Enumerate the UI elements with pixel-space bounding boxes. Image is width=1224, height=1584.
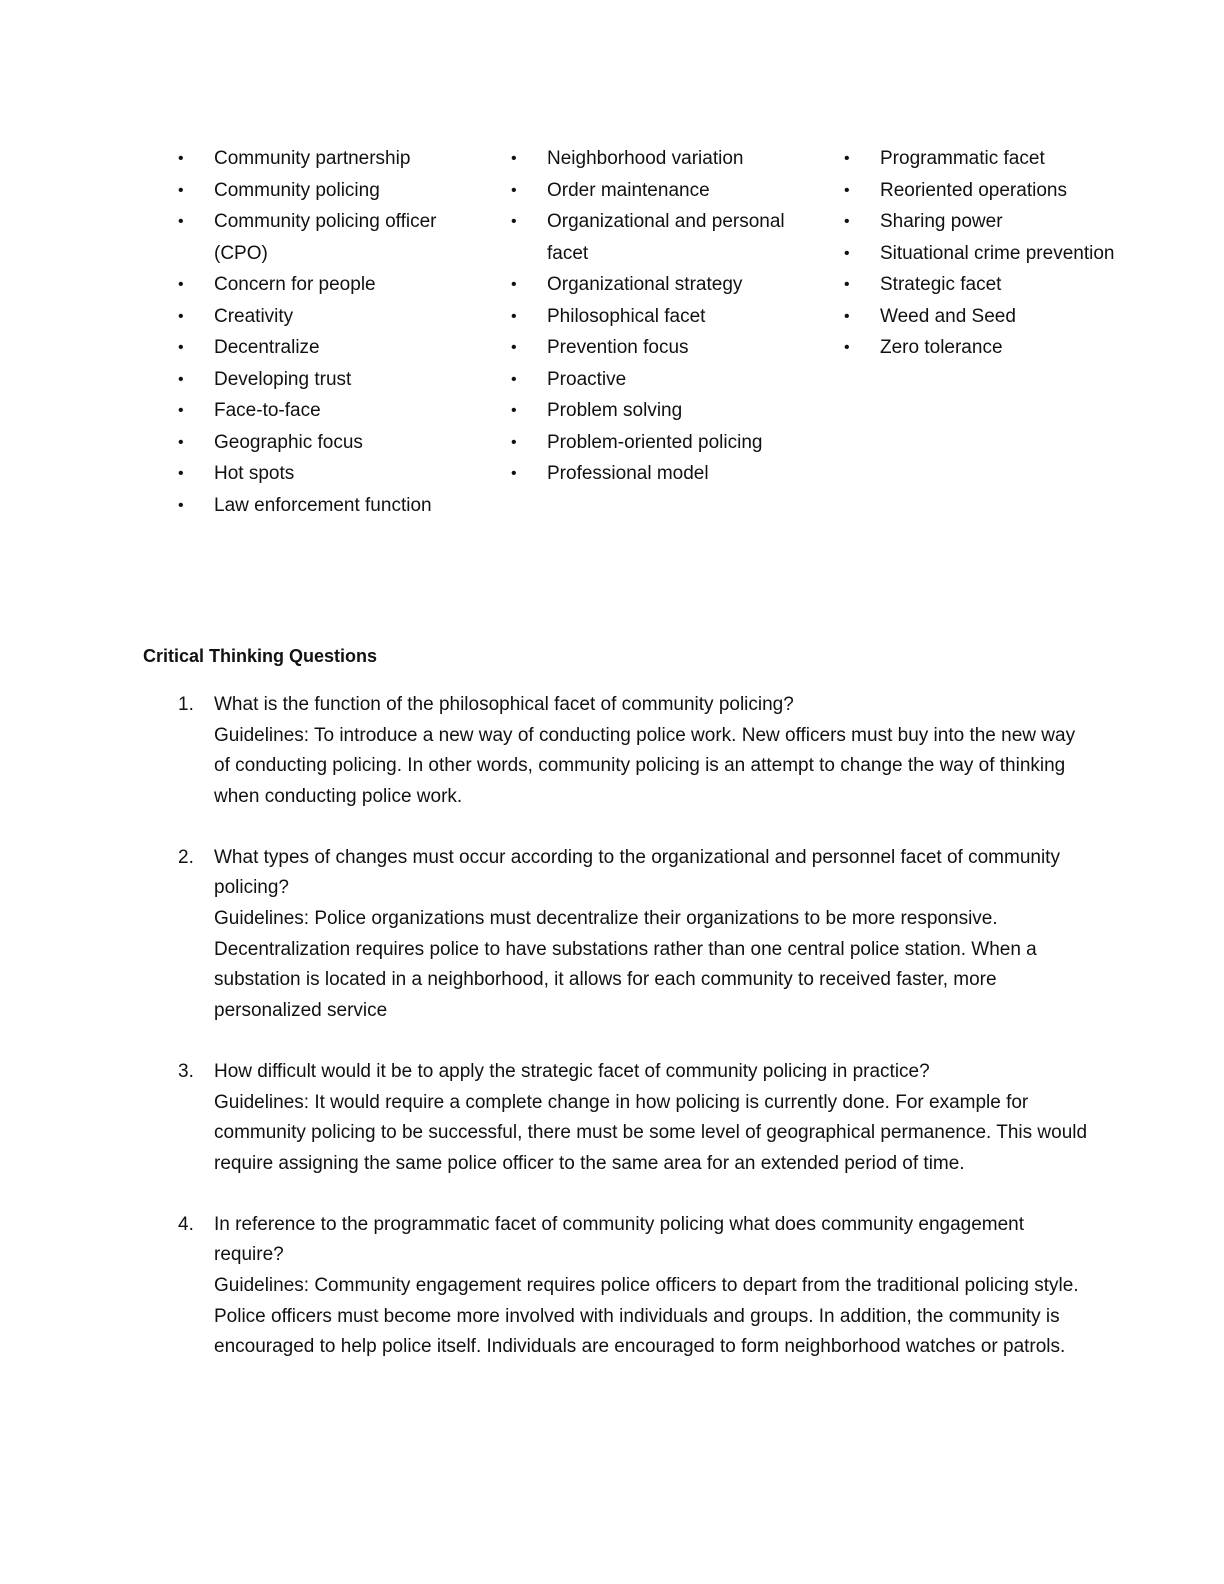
bullet-icon: • [178, 370, 184, 388]
list-item [505, 364, 805, 396]
list-item [838, 238, 1138, 270]
key-term: Face-to-face [214, 400, 321, 421]
key-term: Organizational and personal facet [547, 211, 785, 264]
bullet-icon: • [511, 433, 517, 451]
list-item [172, 143, 472, 175]
guidelines-text: Guidelines: It would require a complete change in how policing is currently done. For example for community policing to be successful, there must be some level of geographical permanence. This would require assigning the same police officer to the same area for an extended period of time. [214, 1091, 1088, 1174]
bullet-icon: • [178, 181, 184, 199]
key-term: Creativity [214, 305, 294, 327]
key-term: Community policing officer (CPO) [214, 211, 437, 264]
question-item [172, 1057, 1092, 1179]
key-term: Zero tolerance [880, 337, 1003, 358]
question-item [172, 690, 1092, 812]
question-number: 1. [178, 694, 194, 715]
key-terms-column-3 [838, 143, 1138, 364]
bullet-icon: • [511, 307, 517, 325]
key-term: Community partnership [214, 148, 411, 169]
bullet-icon: • [178, 465, 184, 482]
bullet-icon: • [178, 339, 184, 356]
list-item [838, 301, 1138, 333]
question-text: What is the function of the philosophical facet of community policing? [214, 694, 794, 715]
question-item [172, 843, 1092, 1027]
bullet-icon: • [511, 181, 517, 199]
bullet-icon: • [844, 181, 850, 199]
key-term: Problem-oriented policing [547, 431, 763, 453]
list-item [172, 301, 472, 333]
list-item [838, 143, 1138, 175]
question-text: What types of changes must occur according to the organizational and personnel facet of community policing? [214, 846, 1060, 899]
list-item [172, 490, 472, 522]
key-term: Law enforcement function [214, 494, 432, 516]
questions-list [172, 690, 1092, 1393]
section-heading: Critical Thinking Questions [143, 646, 378, 666]
bullet-icon: • [511, 213, 517, 230]
guidelines-text: Guidelines: Community engagement requires police officers to depart from the traditional policing style. Police officers must become more involved with individuals and groups. In addition, the community is encouraged to help police itself. Individuals are encouraged to form neighborhood watches or patrols. [214, 1275, 1079, 1358]
list-item [505, 175, 805, 207]
key-term: Situational crime prevention [880, 242, 1115, 264]
question-text: In reference to the programmatic facet of community policing what does community engagement require? [214, 1213, 1025, 1266]
list-item [838, 332, 1138, 364]
guidelines-text: Guidelines: Police organizations must decentralize their organizations to be more responsive. Decentralization requires police to have substations rather than one central police station. When a substation is located in a neighborhood, it allows for each community to received faster, more personalized service [214, 908, 1037, 1021]
bullet-icon: • [178, 150, 184, 167]
list-item [172, 332, 472, 364]
list-item [505, 301, 805, 333]
list-item [172, 269, 472, 301]
list-item [838, 269, 1138, 301]
key-terms-column-1 [172, 143, 472, 521]
bullet-icon: • [844, 339, 850, 356]
list-item [505, 269, 805, 301]
key-term: Sharing power [880, 211, 1003, 232]
list-item [838, 175, 1138, 207]
list-item [172, 206, 472, 269]
bullet-icon: • [511, 150, 517, 167]
key-terms-column-2 [505, 143, 805, 490]
key-term: Prevention focus [547, 337, 689, 358]
bullet-icon: • [511, 402, 517, 419]
bullet-icon: • [511, 370, 517, 388]
question-number: 4. [178, 1213, 194, 1235]
key-term: Hot spots [214, 463, 295, 484]
key-term: Organizational strategy [547, 274, 743, 295]
bullet-icon: • [844, 150, 850, 167]
question-number: 2. [178, 846, 194, 868]
list-item [838, 206, 1138, 238]
key-term: Community policing [214, 179, 380, 201]
key-term: Geographic focus [214, 431, 363, 453]
key-term: Proactive [547, 368, 627, 390]
key-term: Weed and Seed [880, 305, 1016, 327]
key-term: Developing trust [214, 368, 352, 390]
bullet-icon: • [844, 276, 850, 293]
bullet-icon: • [178, 307, 184, 325]
key-term: Reoriented operations [880, 179, 1067, 201]
bullet-icon: • [844, 213, 850, 230]
bullet-icon: • [178, 496, 184, 514]
key-term: Decentralize [214, 337, 320, 358]
list-item [172, 458, 472, 490]
bullet-icon: • [178, 433, 184, 451]
list-item [505, 206, 805, 269]
list-item [172, 427, 472, 459]
list-item [505, 458, 805, 490]
bullet-icon: • [511, 465, 517, 482]
bullet-icon: • [178, 402, 184, 419]
list-item [172, 395, 472, 427]
guidelines-text: Guidelines: To introduce a new way of conducting police work. New officers must buy into the new way of conducting policing. In other words, community policing is an attempt to change the way of thinking when conducting police work. [214, 724, 1076, 807]
list-item [505, 332, 805, 364]
key-term: Neighborhood variation [547, 148, 744, 169]
bullet-icon: • [511, 339, 517, 356]
list-item [505, 427, 805, 459]
list-item [505, 143, 805, 175]
list-item [172, 364, 472, 396]
bullet-icon: • [178, 213, 184, 230]
key-term: Order maintenance [547, 179, 710, 201]
bullet-icon: • [511, 276, 517, 293]
key-term: Strategic facet [880, 274, 1002, 295]
key-term: Concern for people [214, 274, 376, 295]
bullet-icon: • [844, 244, 850, 262]
list-item [172, 175, 472, 207]
key-term: Programmatic facet [880, 148, 1045, 169]
question-number: 3. [178, 1060, 194, 1082]
question-text: How difficult would it be to apply the strategic facet of community policing in practice? [214, 1060, 930, 1082]
key-term: Philosophical facet [547, 305, 706, 327]
list-item [505, 395, 805, 427]
bullet-icon: • [844, 307, 850, 325]
question-item [172, 1210, 1092, 1363]
bullet-icon: • [178, 276, 184, 293]
key-term: Problem solving [547, 400, 683, 421]
key-term: Professional model [547, 463, 709, 484]
